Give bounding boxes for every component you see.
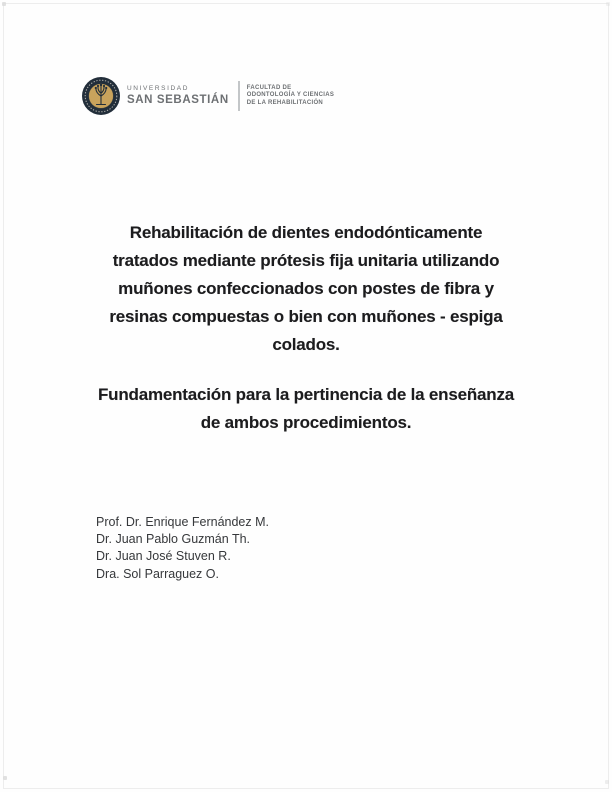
document-title: [0, 219, 612, 359]
author: Dr. Juan José Stuven R.: [96, 549, 231, 564]
scan-speck: [605, 780, 609, 784]
university-seal-icon: [81, 76, 121, 116]
faculty-name: [247, 85, 334, 108]
document-subtitle: [0, 381, 612, 437]
faculty-line: DE LA REHABILITACIÓN: [246, 99, 324, 106]
author-list: [96, 514, 269, 583]
university-name: [127, 85, 229, 107]
author: Dr. Juan Pablo Guzmán Th.: [96, 532, 251, 547]
title-line: resinas compuestas o bien con muñones - espiga: [109, 307, 503, 326]
scan-speck: [2, 2, 6, 6]
author: Dra. Sol Parraguez O.: [96, 566, 219, 581]
logo-divider: [238, 81, 240, 111]
scan-speck: [3, 776, 7, 780]
title-line: colados.: [272, 335, 340, 354]
author: Prof. Dr. Enrique Fernández M.: [96, 515, 269, 529]
scan-speck: [606, 2, 610, 6]
subtitle-line: Fundamentación para la pertinencia de la enseñanza: [97, 385, 515, 404]
university-logo: [81, 76, 334, 116]
title-line: tratados mediante prótesis fija unitaria utilizando: [112, 251, 500, 270]
title-line: muñones confeccionados con postes de fibra y: [118, 279, 494, 298]
faculty-line: ODONTOLOGÍA Y CIENCIAS: [246, 92, 335, 99]
title-line: Rehabilitación de dientes endodónticamente: [129, 223, 483, 242]
faculty-line: FACULTAD DE: [246, 84, 292, 91]
subtitle-line: de ambos procedimientos.: [200, 413, 412, 432]
university-name-large: SAN SEBASTIÁN: [127, 94, 229, 106]
university-name-small: UNIVERSIDAD: [127, 85, 190, 92]
